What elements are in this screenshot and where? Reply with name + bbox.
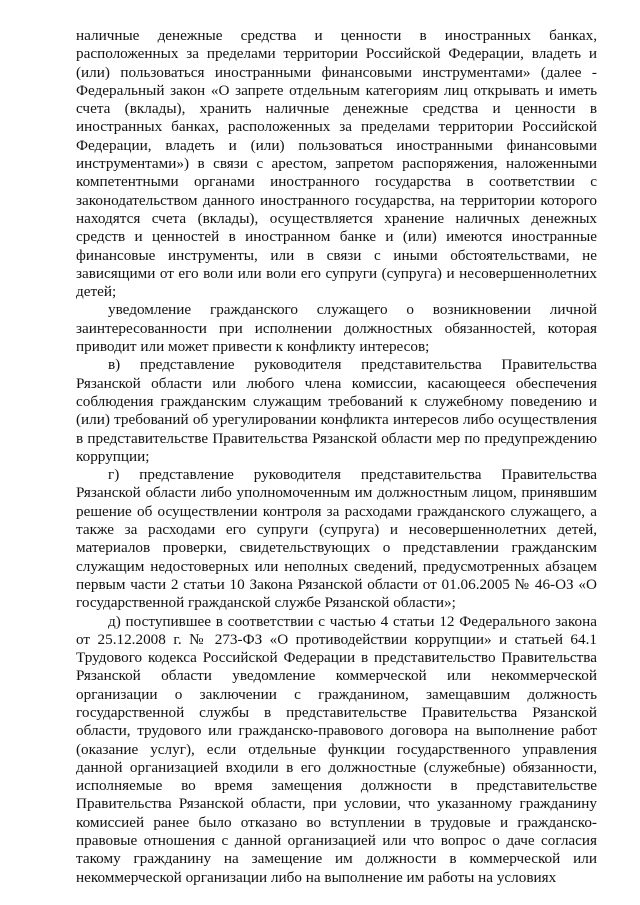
paragraph-item-g: г) представление руководителя представительства Правительства Рязанской области либо уполномоченным им должностным лицом, принявшим решение об осуществлении контроля за расходами гражданского служащего, а также за расходами его супруги (супруга) и несовершеннолетних детей, материалов проверки, свидетельствующих о представлении гражданским служащим недостоверных или неполных сведений, предусмотренных абзацем первым части 2 статьи 10 Закона Рязанской области от 01.06.2005 № 46-ОЗ «О государственной гражданской службе Рязанской области»; [76,466,597,612]
paragraph-item-d: д) поступившее в соответствии с частью 4 статьи 12 Федерального закона от 25.12.2008 г. № 273-ФЗ «О противодействии коррупции» и статьей 64.1 Трудового кодекса Российской Федерации в представительство Правительства Рязанской области уведомление коммерческой или некоммерческой организации о заключении с гражданином, замещавшим должность государственной службы в представительстве Правительства Рязанской области, трудового или гражданско-правового договора на выполнение работ (оказание услуг), если отдельные функции государственного управления данной организацией входили в его должностные (служебные) обязанности, исполняемые во время замещения должности в представительстве Правительства Рязанской области, при условии, что указанному гражданину комиссией ранее было отказано во вступлении в трудовые и гражданско-правовые отношения с данной организацией или что вопрос о даче согласия такому гражданину на замещение им должности в коммерческой или некоммерческой организации либо на выполнение им работы на условиях [76,612,597,886]
document-page [76,27,597,887]
paragraph-item-v: в) представление руководителя представительства Правительства Рязанской области или любого члена комиссии, касающееся обеспечения соблюдения гражданским служащим требований к служебному поведению и (или) требований об урегулировании конфликта интересов либо осуществления в представительстве Правительства Рязанской области мер по предупреждению коррупции; [76,356,597,465]
paragraph-conflict-notice: уведомление гражданского служащего о возникновении личной заинтересованности при исполнении должностных обязанностей, которая приводит или может привести к конфликту интересов; [76,301,597,356]
paragraph-continuation: наличные денежные средства и ценности в иностранных банках, расположенных за пределами территории Российской Федерации, владеть и (или) пользоваться иностранными финансовыми инструментами» (далее - Федеральный закон «О запрете отдельным категориям лиц открывать и иметь счета (вклады), хранить наличные денежные средства и ценности в иностранных банках, расположенных за пределами территории Российской Федерации, владеть и (или) пользоваться иностранными финансовыми инструментами») в связи с арестом, запретом распоряжения, наложенными компетентными органами иностранного государства в соответствии с законодательством данного иностранного государства, на территории которого находятся счета (вклады), осуществляется хранение наличных денежных средств и ценностей в иностранном банке и (или) имеются иностранные финансовые инструменты, или в связи с иными обстоятельствами, не зависящими от его воли или воли его супруги (супруга) и несовершеннолетних детей; [76,27,597,301]
